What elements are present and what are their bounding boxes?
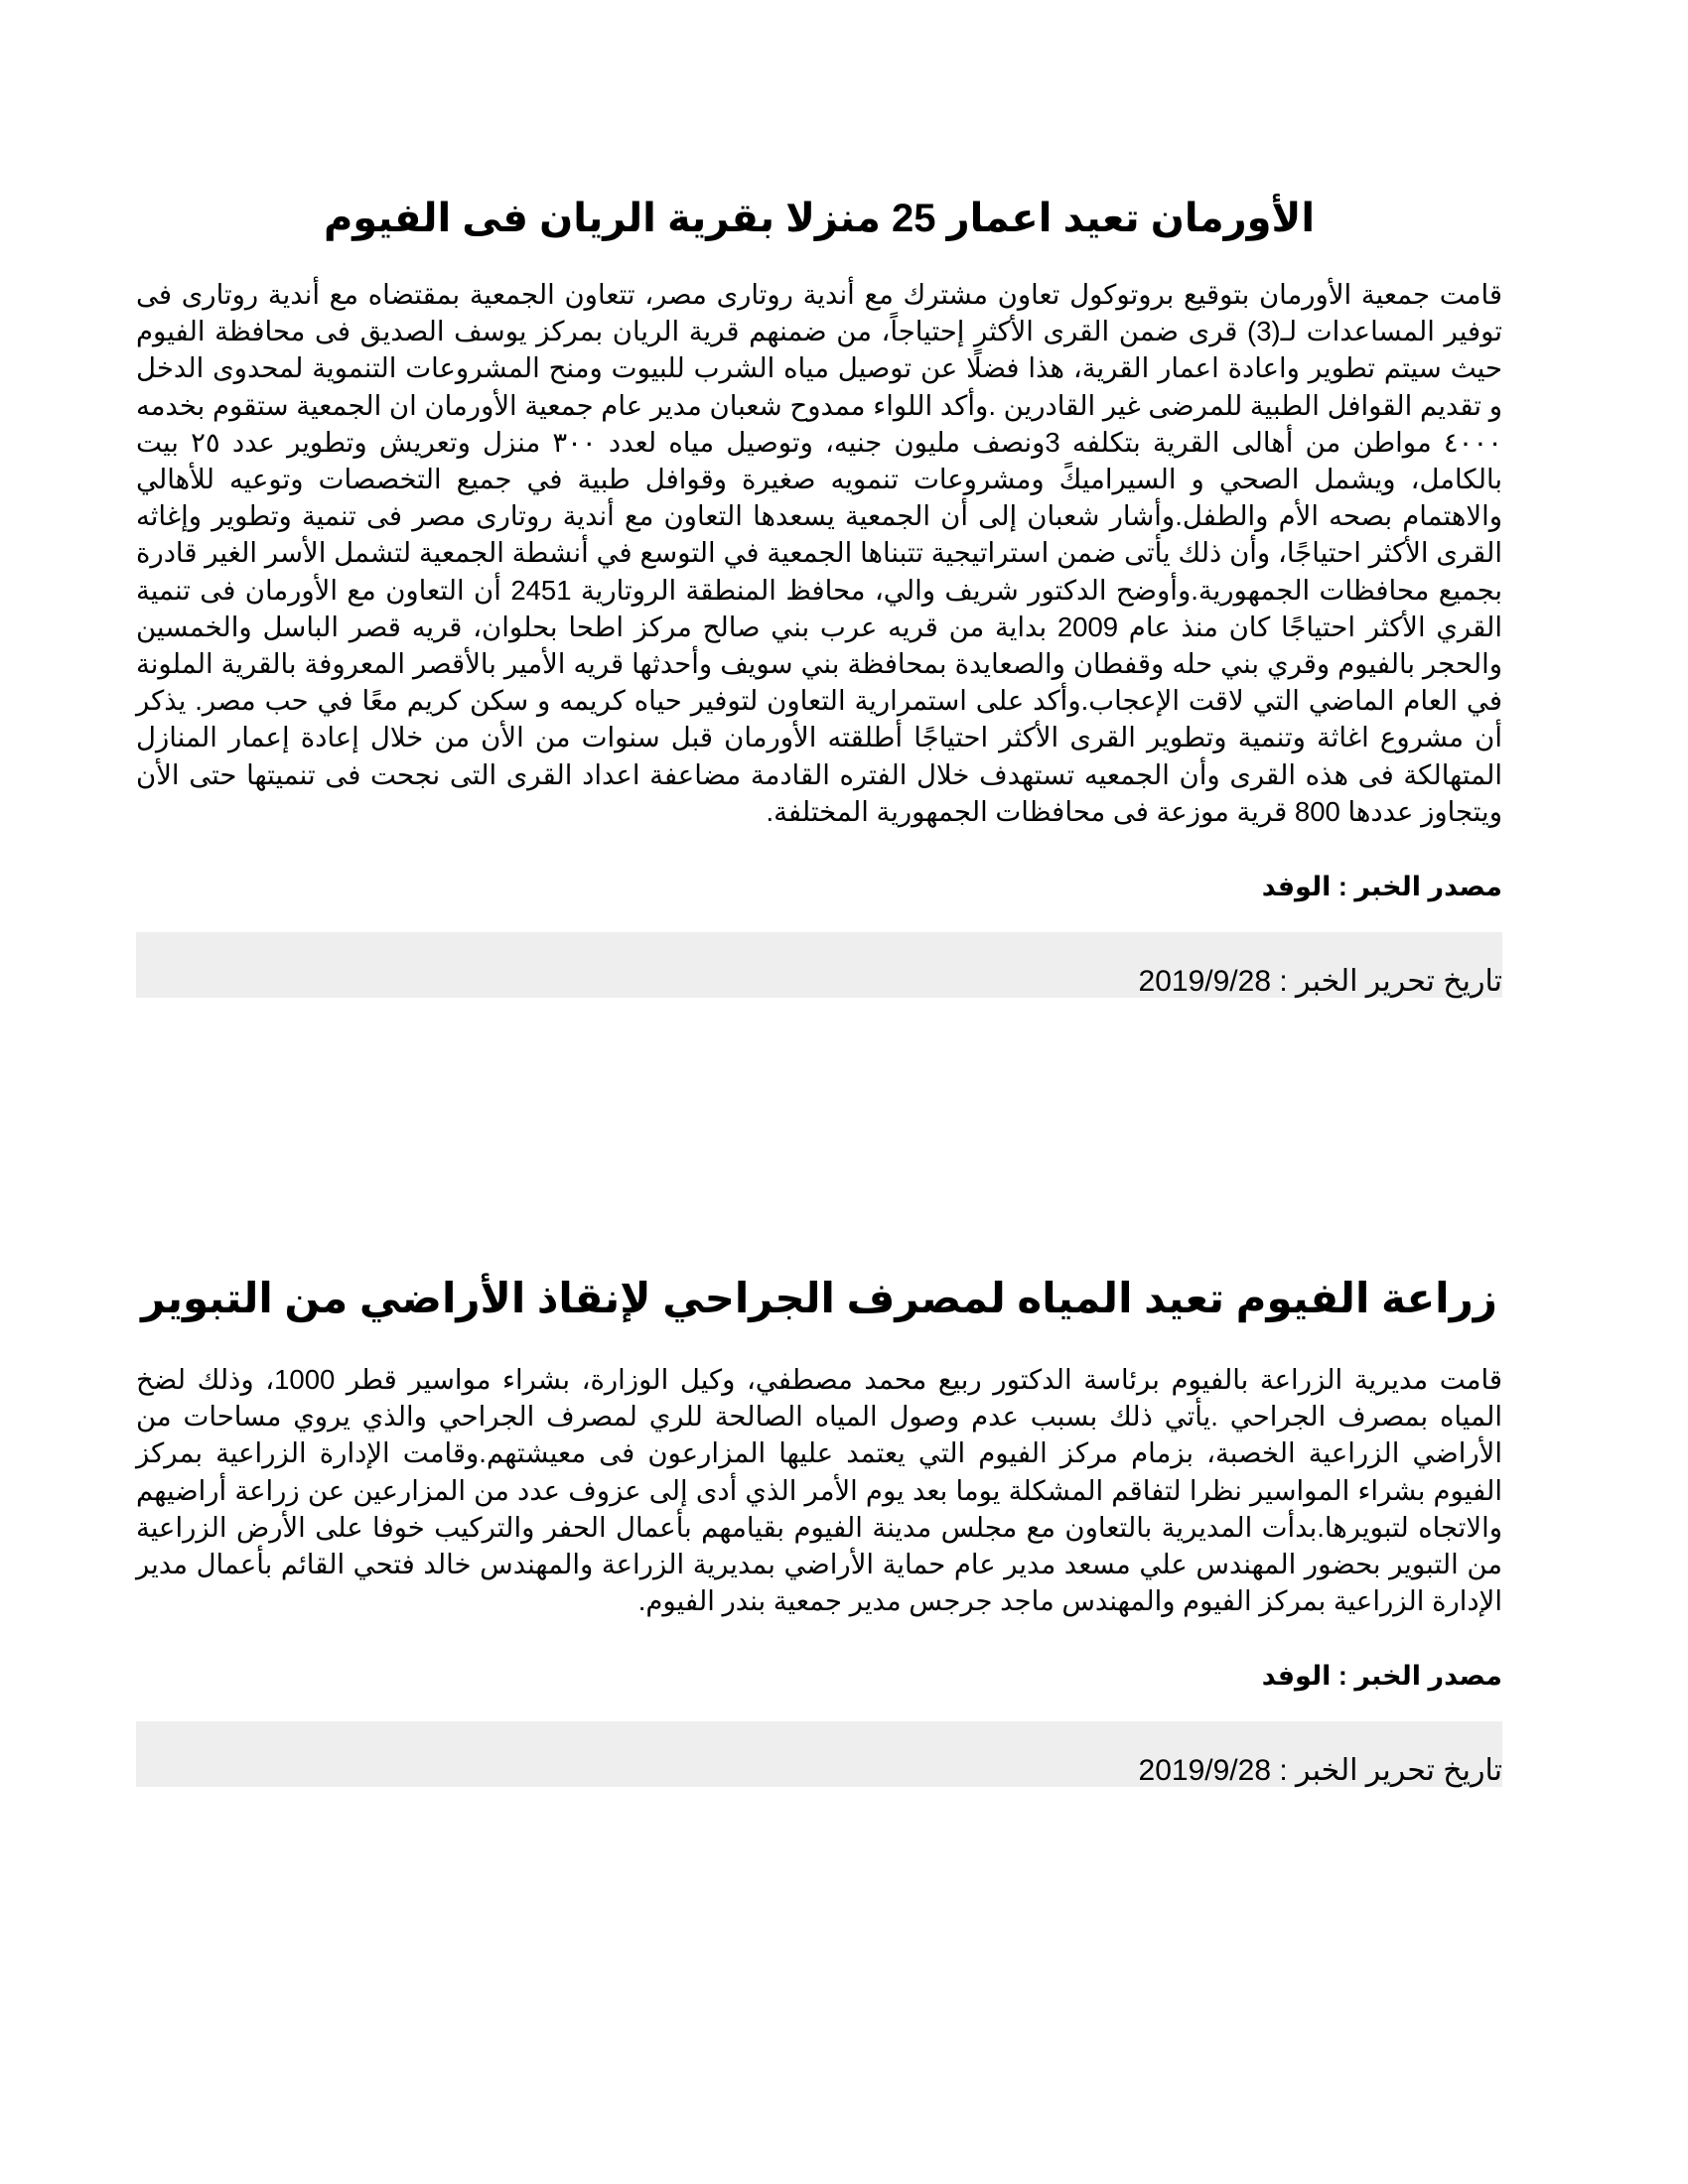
article-date: تاريخ تحرير الخبر : 2019/9/28 xyxy=(1138,1754,1502,1788)
article-body: قامت مديرية الزراعة بالفيوم برئاسة الدكتور ربيع محمد مصطفي، وكيل الوزارة، بشراء مواسير قطر 1000، وذلك لضخ المياه بمصرف الجراحي .يأتي ذلك بسبب عدم وصول المياه الصالحة للري لمصرف الجراحي والذي يروي مساحات من الأراضي الزراعية الخصبة، بزمام مركز الفيوم التي يعتمد عليها المزارعون فى معيشتهم.وقامت الإدارة الزراعية بمركز الفيوم بشراء المواسير نظرا لتفاقم المشكلة يوما بعد يوم الأمر الذي أدى إلى عزوف عدد من المزارعين عن زراعة أراضيهم والاتجاه لتبويرها.بدأت المديرية بالتعاون مع مجلس مدينة الفيوم بقيامهم بأعمال الحفر والتركيب خوفا على الأرض الزراعية من التبوير بحضور المهندس علي مسعد مدير عام حماية الأراضي بمديرية الزراعة والمهندس خالد فتحي القائم بأعمال مدير الإدارة الزراعية بمركز الفيوم والمهندس ماجد جرجس مدير جمعية بندر الفيوم. xyxy=(136,1364,1502,1617)
article-headline: زراعة الفيوم تعيد المياه لمصرف الجراحي لإنقاذ الأراضي من التبوير xyxy=(141,1275,1497,1321)
news-article xyxy=(136,1274,1502,1787)
date-band xyxy=(136,932,1502,998)
article-date: تاريخ تحرير الخبر : 2019/9/28 xyxy=(1138,965,1502,999)
article-body: قامت جمعية الأورمان بتوقيع بروتوكول تعاون مشترك مع أندية روتارى مصر، تتعاون الجمعية بمقتضاه مع أندية روتارى فى توفير المساعدات لـ(3) قرى ضمن القرى الأكثر إحتياجاً، من ضمنهم قرية الريان بمركز يوسف الصديق فى محافظة الفيوم حيث سيتم تطوير واعادة اعمار القرية، هذا فضلًا عن توصيل مياه الشرب للبيوت ومنح المشروعات التنموية لمحدوى الدخل و تقديم القوافل الطبية للمرضى غير القادرين .وأكد اللواء ممدوح شعبان مدير عام جمعية الأورمان ان الجمعية ستقوم بخدمه ٤٠٠٠ مواطن من أهالى القرية بتكلفه 3ونصف مليون جنيه، وتوصيل مياه لعدد ٣٠٠ منزل وتعريش وتطوير عدد ٢٥ بيت بالكامل، ويشمل الصحي و السيراميكً ومشروعات تنمويه صغيرة وقوافل طبية في جميع التخصصات وتوعيه للأهالي والاهتمام بصحه الأم والطفل.وأشار شعبان إلى أن الجمعية يسعدها التعاون مع أندية روتارى مصر فى تنمية وتطوير وإغاثه القرى الأكثر احتياجًا، وأن ذلك يأتى ضمن استراتيجية تتبناها الجمعية في التوسع في أنشطة الجمعية لتشمل الأسر الغير قادرة بجميع محافظات الجمهورية.وأوضح الدكتور شريف والي، محافظ المنطقة الروتارية 2451 أن التعاون مع الأورمان فى تنمية القري الأكثر احتياجًا كان منذ عام 2009 بداية من قريه عرب بني صالح مركز اطحا بحلوان، قريه قصر الباسل والخمسين والحجر بالفيوم وقري بني حله وقفطان والصعايدة بمحافظة بني سويف وأحدثها قريه الأمير بالأقصر المعروفة بالقرية الملونة في العام الماضي التي لاقت الإعجاب.وأكد على استمرارية التعاون لتوفير حياه كريمه و سكن كريم معًا في حب مصر. يذكر أن مشروع اغاثة وتنمية وتطوير القرى الأكثر احتياجًا أطلقته الأورمان قبل سنوات من الأن من خلال إعادة إعمار المنازل المتهالكة فى هذه القرى وأن الجمعيه تستهدف خلال الفتره القادمة مضاعفة اعداد القرى التى نجحت فى تنميتها حتى الأن ويتجاوز عددها 800 قرية موزعة فى محافظات الجمهورية المختلفة. xyxy=(136,279,1503,827)
article-headline: الأورمان تعيد اعمار 25 منزلا بقرية الريان فى الفيوم xyxy=(323,197,1316,240)
article-source: مصدر الخبر : الوفد xyxy=(1261,872,1502,902)
date-band xyxy=(136,1721,1502,1787)
news-article xyxy=(136,194,1502,998)
article-source: مصدر الخبر : الوفد xyxy=(1261,1661,1502,1692)
